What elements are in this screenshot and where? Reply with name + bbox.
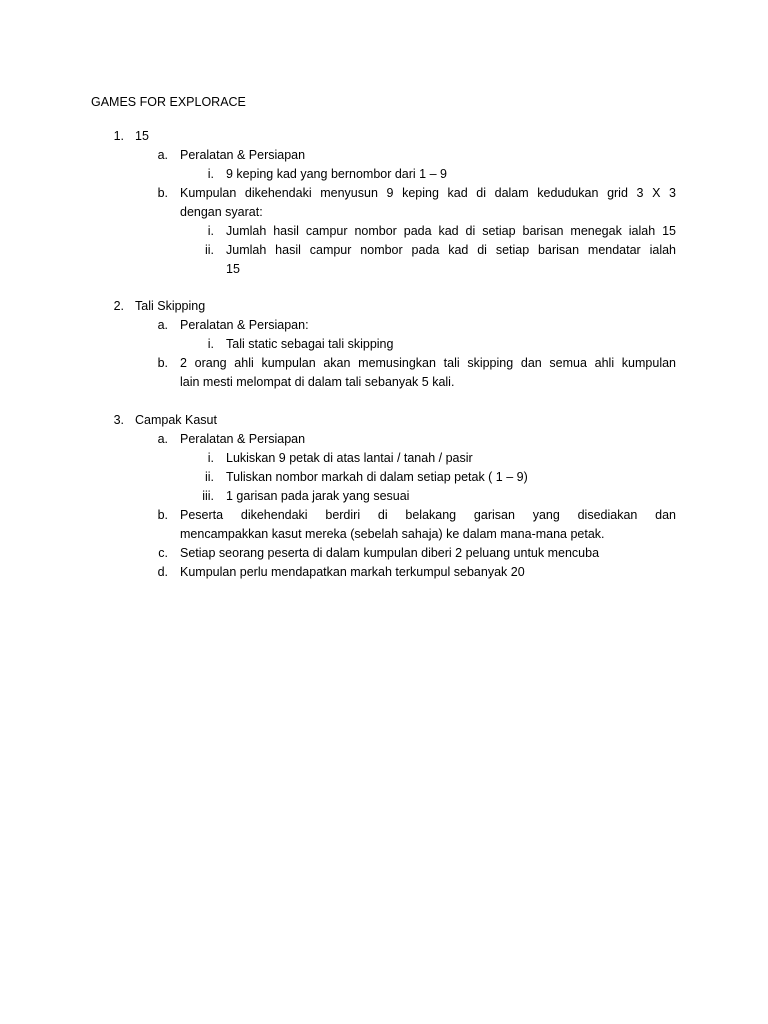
item-3b-letter: b. <box>157 508 168 522</box>
item-1a-i-text: 9 keping kad yang bernombor dari 1 – 9 <box>226 167 447 181</box>
item-3a-letter: a. <box>157 432 168 446</box>
item-1-number: 1. <box>113 129 124 143</box>
item-2b-text-line1: 2 orang ahli kumpulan akan memusingkan tali skipping dan semua ahli kumpulan <box>180 356 676 370</box>
item-3b-text-line1: Peserta dikehendaki berdiri di belakang garisan yang disediakan dan <box>180 508 676 522</box>
item-1a-letter: a. <box>157 148 168 162</box>
item-3b-text-line2: mencampakkan kasut mereka (sebelah sahaja) ke dalam mana-mana petak. <box>180 527 605 541</box>
item-1-label: 15 <box>135 129 149 143</box>
item-1b-ii-text-line1: Jumlah hasil campur nombor pada kad di setiap barisan mendatar ialah <box>226 243 676 257</box>
item-3a-i-numeral: i. <box>207 451 214 465</box>
item-2a-letter: a. <box>157 318 168 332</box>
item-3a-text: Peralatan & Persiapan <box>180 432 306 446</box>
item-1b-text-line1: Kumpulan dikehendaki menyusun 9 keping kad di dalam kedudukan grid 3 X 3 <box>180 186 676 200</box>
item-2b-letter: b. <box>157 356 168 370</box>
item-3d-letter: d. <box>157 565 168 579</box>
item-3a-iii-numeral: iii. <box>202 489 214 503</box>
item-1b-ii-text-line2: 15 <box>226 262 240 276</box>
item-2a-i-text: Tali static sebagai tali skipping <box>226 337 394 351</box>
item-2a-text: Peralatan & Persiapan: <box>180 318 309 332</box>
item-3a-i-text: Lukiskan 9 petak di atas lantai / tanah / pasir <box>226 451 473 465</box>
document-title: GAMES FOR EXPLORACE <box>91 95 246 109</box>
item-1b-text-line2: dengan syarat: <box>180 205 263 219</box>
item-1a-i-numeral: i. <box>207 167 214 181</box>
item-3c-letter: c. <box>158 546 168 560</box>
item-2a-i-numeral: i. <box>207 337 214 351</box>
item-3a-ii-numeral: ii. <box>204 470 214 484</box>
item-3-number: 3. <box>113 413 124 427</box>
item-2b-text-line2: lain mesti melompat di dalam tali sebanyak 5 kali. <box>180 375 455 389</box>
item-1b-i-numeral: i. <box>207 224 214 238</box>
item-3a-iii-text: 1 garisan pada jarak yang sesuai <box>226 489 410 503</box>
item-1b-ii-numeral: ii. <box>204 243 214 257</box>
item-2-number: 2. <box>113 299 124 313</box>
item-3c-text: Setiap seorang peserta di dalam kumpulan diberi 2 peluang untuk mencuba <box>180 546 600 560</box>
item-2-label: Tali Skipping <box>135 299 206 313</box>
item-3a-ii-text: Tuliskan nombor markah di dalam setiap petak ( 1 – 9) <box>226 470 528 484</box>
item-1b-i-text: Jumlah hasil campur nombor pada kad di setiap barisan menegak ialah 15 <box>226 224 676 238</box>
item-3-label: Campak Kasut <box>135 413 217 427</box>
item-3d-text: Kumpulan perlu mendapatkan markah terkumpul sebanyak 20 <box>180 565 525 579</box>
item-1a-text: Peralatan & Persiapan <box>180 148 306 162</box>
item-1b-letter: b. <box>157 186 168 200</box>
